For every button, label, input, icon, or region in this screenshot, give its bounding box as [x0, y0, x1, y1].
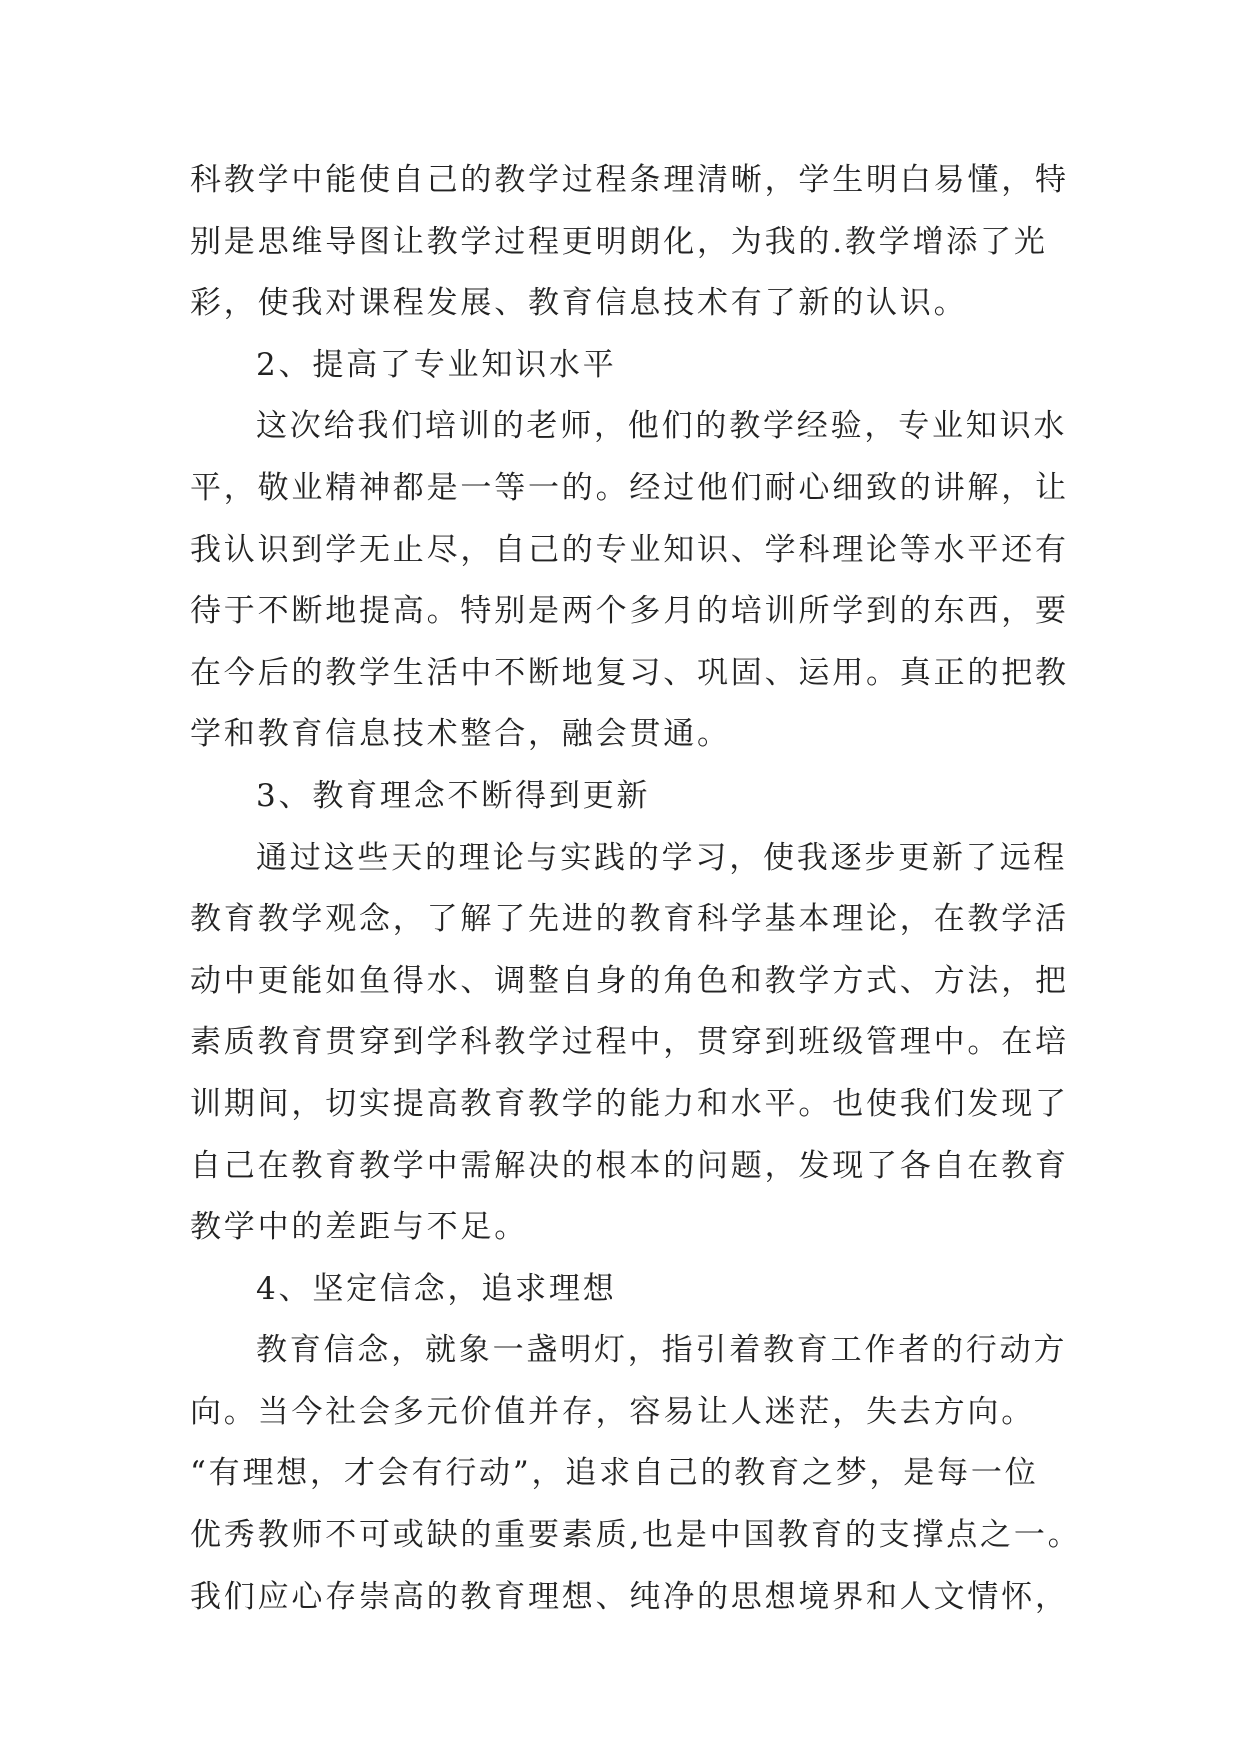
text-line: 学和教育信息技术整合，融会贯通。 [190, 716, 731, 753]
text-line: 我们应心存崇高的教育理想、纯净的思想境界和人文情怀， [190, 1578, 1069, 1615]
text-line: 2、提高了专业知识水平 [256, 346, 617, 383]
text-line: 动中更能如鱼得水、调整自身的角色和教学方式、方法，把 [190, 962, 1069, 999]
text-line: 这次给我们培训的老师，他们的教学经验，专业知识水 [256, 408, 1068, 445]
text-line: 待于不断地提高。特别是两个多月的培训所学到的东西，要 [190, 593, 1069, 630]
text-line: 教学中的差距与不足。 [190, 1209, 528, 1246]
text-line: 通过这些天的理论与实践的学习，使我逐步更新了远程 [256, 839, 1068, 876]
text-line: 我认识到学无止尽，自己的专业知识、学科理论等水平还有 [190, 531, 1069, 568]
text-line: 彩，使我对课程发展、教育信息技术有了新的认识。 [190, 285, 968, 322]
text-line: 在今后的教学生活中不断地复习、巩固、运用。真正的把教 [190, 654, 1069, 691]
text-line: 4、坚定信念，追求理想 [256, 1270, 617, 1307]
text-line: 训期间，切实提高教育教学的能力和水平。也使我们发现了 [190, 1085, 1069, 1122]
text-line: 科教学中能使自己的教学过程条理清晰，学生明白易懂，特 [190, 162, 1069, 198]
text-line: 素质教育贯穿到学科教学过程中，贯穿到班级管理中。在培 [190, 1024, 1069, 1061]
text-line: 别是思维导图让教学过程更明朗化，为我的.教学增添了光 [190, 223, 1048, 260]
text-line: “有理想，才会有行动”，追求自己的教育之梦，是每一位 [190, 1455, 1039, 1492]
text-line: 自己在教育教学中需解决的根本的问题，发现了各自在教育 [190, 1147, 1069, 1184]
text-line: 平，敬业精神都是一等一的。经过他们耐心细致的讲解，让 [190, 469, 1069, 506]
text-line: 教育信念，就象一盏明灯，指引着教育工作者的行动方 [256, 1332, 1068, 1369]
text-line: 向。当今社会多元价值并存，容易让人迷茫，失去方向。 [190, 1393, 1035, 1430]
text-line: 优秀教师不可或缺的重要素质,也是中国教育的支撑点之一。 [190, 1517, 1082, 1554]
document-page [190, 150, 1082, 1628]
text-line: 3、教育理念不断得到更新 [256, 777, 651, 814]
text-line: 教育教学观念，了解了先进的教育科学基本理论，在教学活 [190, 901, 1069, 938]
